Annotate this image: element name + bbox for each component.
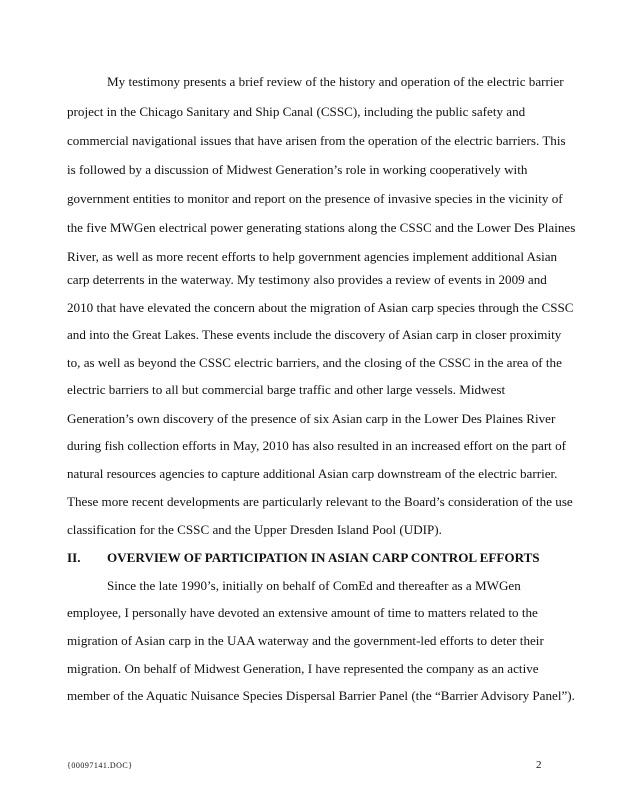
paragraph-line: natural resources agencies to capture additional Asian carp downstream of the electric barrier. <box>67 466 558 481</box>
paragraph-line: carp deterrents in the waterway. My testimony also provides a review of events in 2009 and <box>67 272 547 287</box>
paragraph-line: and into the Great Lakes. These events include the discovery of Asian carp in closer proximity <box>67 327 562 342</box>
paragraph-line: the five MWGen electrical power generating stations along the CSSC and the Lower Des Plaines <box>67 220 576 235</box>
paragraph-line: My testimony presents a brief review of the history and operation of the electric barrier <box>107 74 564 89</box>
paragraph-line: classification for the CSSC and the Upper Dresden Island Pool (UDIP). <box>67 522 442 537</box>
paragraph-line: Generation’s own discovery of the presence of six Asian carp in the Lower Des Plaines River <box>67 411 556 426</box>
paragraph-line: to, as well as beyond the CSSC electric barriers, and the closing of the CSSC in the area of the <box>67 355 562 370</box>
paragraph-line: project in the Chicago Sanitary and Ship Canal (CSSC), including the public safety and <box>67 104 526 119</box>
page-number: 2 <box>536 759 542 771</box>
paragraph-line: 2010 that have elevated the concern about the migration of Asian carp species through the CSSC <box>67 300 574 315</box>
paragraph-line: is followed by a discussion of Midwest Generation’s role in working cooperatively with <box>67 162 528 177</box>
paragraph-line: employee, I personally have devoted an extensive amount of time to matters related to the <box>67 605 538 620</box>
paragraph-line: commercial navigational issues that have arisen from the operation of the electric barriers. This <box>67 133 566 148</box>
document-id: {00097141.DOC} <box>67 761 133 770</box>
section-title: OVERVIEW OF PARTICIPATION IN ASIAN CARP CONTROL EFFORTS <box>107 550 540 565</box>
paragraph-line: member of the Aquatic Nuisance Species Dispersal Barrier Panel (the “Barrier Advisory Panel”). <box>67 688 575 703</box>
paragraph-line: government entities to monitor and report on the presence of invasive species in the vicinity of <box>67 191 563 206</box>
paragraph-line: These more recent developments are particularly relevant to the Board’s consideration of the use <box>67 494 573 509</box>
section-number: II. <box>67 550 81 565</box>
paragraph-line: migration. On behalf of Midwest Generation, I have represented the company as an active <box>67 661 539 676</box>
paragraph-line: migration of Asian carp in the UAA waterway and the government-led efforts to deter their <box>67 633 544 648</box>
paragraph-line: River, as well as more recent efforts to help government agencies implement additional Asian <box>67 249 558 264</box>
paragraph-line: during fish collection efforts in May, 2010 has also resulted in an increased effort on the part of <box>67 438 567 453</box>
section-heading <box>67 550 540 566</box>
paragraph-line: Since the late 1990’s, initially on behalf of ComEd and thereafter as a MWGen <box>107 578 521 593</box>
paragraph-line: electric barriers to all but commercial barge traffic and other large vessels. Midwest <box>67 382 506 397</box>
